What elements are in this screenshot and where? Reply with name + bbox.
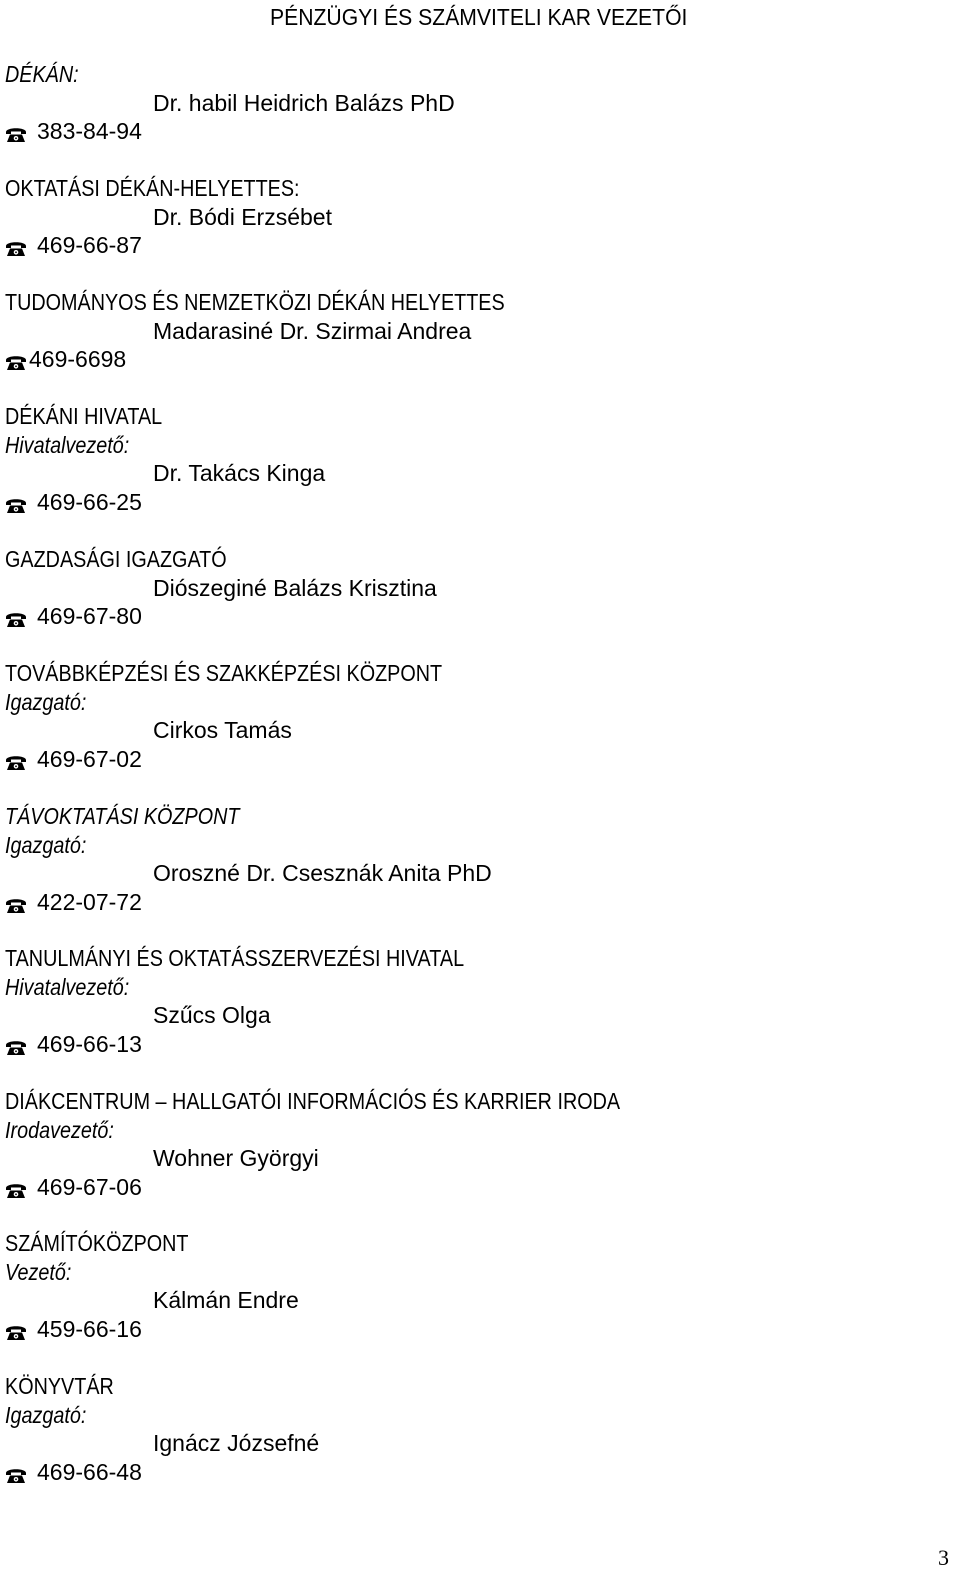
person-name: Ignácz Józsefné bbox=[153, 1430, 320, 1456]
person-name: Wohner Györgyi bbox=[153, 1145, 319, 1171]
leader-section bbox=[5, 174, 945, 260]
role-label: Hivatalvezető: bbox=[5, 431, 130, 458]
person-name: Cirkos Tamás bbox=[153, 717, 292, 743]
leader-section bbox=[5, 1372, 945, 1486]
leader-section bbox=[5, 402, 945, 516]
leader-section bbox=[5, 545, 945, 631]
section-heading: GAZDASÁGI IGAZGATÓ bbox=[5, 546, 227, 572]
section-heading: KÖNYVTÁR bbox=[5, 1373, 114, 1399]
phone-number: 469-66-13 bbox=[37, 1030, 142, 1057]
section-heading: DIÁKCENTRUM – HALLGATÓI INFORMÁCIÓS ÉS KARRIER IRODA bbox=[5, 1088, 621, 1114]
section-heading: TOVÁBBKÉPZÉSI ÉS SZAKKÉPZÉSI KÖZPONT bbox=[5, 660, 443, 686]
phone-number: 469-6698 bbox=[29, 346, 127, 372]
telephone-icon bbox=[5, 236, 27, 254]
phone-number: 469-67-02 bbox=[37, 745, 142, 772]
telephone-icon bbox=[5, 750, 27, 768]
phone-number: 469-67-80 bbox=[37, 603, 142, 629]
telephone-icon bbox=[5, 493, 27, 511]
document-title: PÉNZÜGYI ÉS SZÁMVITELI KAR VEZETŐI bbox=[270, 4, 688, 30]
role-label: Vezető: bbox=[5, 1258, 72, 1285]
person-name: Kálmán Endre bbox=[153, 1287, 299, 1313]
phone-line bbox=[5, 345, 945, 374]
section-heading: SZÁMÍTÓKÖZPONT bbox=[5, 1230, 189, 1256]
phone-number: 469-66-25 bbox=[37, 488, 142, 515]
page-number: 3 bbox=[938, 1545, 949, 1570]
leader-section bbox=[5, 288, 945, 374]
leader-section bbox=[5, 1229, 945, 1343]
leader-section bbox=[5, 659, 945, 773]
phone-line bbox=[5, 888, 945, 917]
telephone-icon bbox=[5, 607, 27, 625]
phone-line bbox=[5, 1458, 945, 1487]
role-label: Igazgató: bbox=[5, 1401, 87, 1428]
phone-line bbox=[5, 745, 945, 774]
leader-section bbox=[5, 1087, 945, 1201]
phone-number: 469-66-48 bbox=[37, 1458, 142, 1485]
phone-line bbox=[5, 602, 945, 631]
leader-section bbox=[5, 802, 945, 916]
section-heading: TANULMÁNYI ÉS OKTATÁSSZERVEZÉSI HIVATAL bbox=[5, 945, 465, 971]
section-heading: OKTATÁSI DÉKÁN-HELYETTES: bbox=[5, 175, 300, 201]
telephone-icon bbox=[5, 1463, 27, 1481]
phone-line bbox=[5, 1315, 945, 1344]
phone-number: 469-67-06 bbox=[37, 1173, 142, 1200]
phone-line bbox=[5, 117, 945, 146]
person-name: Szűcs Olga bbox=[153, 1002, 271, 1028]
phone-number: 469-66-87 bbox=[37, 232, 142, 258]
telephone-icon bbox=[5, 122, 27, 140]
phone-line bbox=[5, 488, 945, 517]
telephone-icon bbox=[5, 1035, 27, 1053]
person-name: Dr. Bódi Erzsébet bbox=[153, 203, 332, 230]
section-heading: TÁVOKTATÁSI KÖZPONT bbox=[5, 803, 240, 829]
section-heading: TUDOMÁNYOS ÉS NEMZETKÖZI DÉKÁN HELYETTES bbox=[5, 289, 505, 315]
phone-number: 383-84-94 bbox=[37, 118, 142, 144]
role-label: Igazgató: bbox=[5, 831, 87, 858]
role-label: Hivatalvezető: bbox=[5, 973, 130, 1000]
telephone-icon bbox=[5, 893, 27, 911]
leader-section bbox=[5, 60, 945, 146]
section-heading: DÉKÁNI HIVATAL bbox=[5, 403, 163, 429]
role-label: Irodavezető: bbox=[5, 1116, 114, 1143]
phone-line bbox=[5, 1030, 945, 1059]
person-name: Dr. Takács Kinga bbox=[153, 460, 326, 486]
person-name: Diószeginé Balázs Krisztina bbox=[153, 574, 437, 601]
phone-number: 422-07-72 bbox=[37, 888, 142, 915]
phone-line bbox=[5, 1173, 945, 1202]
person-name: Madarasiné Dr. Szirmai Andrea bbox=[153, 317, 472, 344]
leader-section bbox=[5, 944, 945, 1058]
telephone-icon bbox=[5, 1178, 27, 1196]
person-name: Oroszné Dr. Csesznák Anita PhD bbox=[153, 860, 492, 886]
phone-number: 459-66-16 bbox=[37, 1315, 142, 1342]
section-heading: DÉKÁN: bbox=[5, 61, 79, 87]
telephone-icon bbox=[5, 350, 27, 368]
phone-line bbox=[5, 231, 945, 260]
person-name: Dr. habil Heidrich Balázs PhD bbox=[153, 89, 455, 116]
telephone-icon bbox=[5, 1320, 27, 1338]
role-label: Igazgató: bbox=[5, 688, 87, 715]
